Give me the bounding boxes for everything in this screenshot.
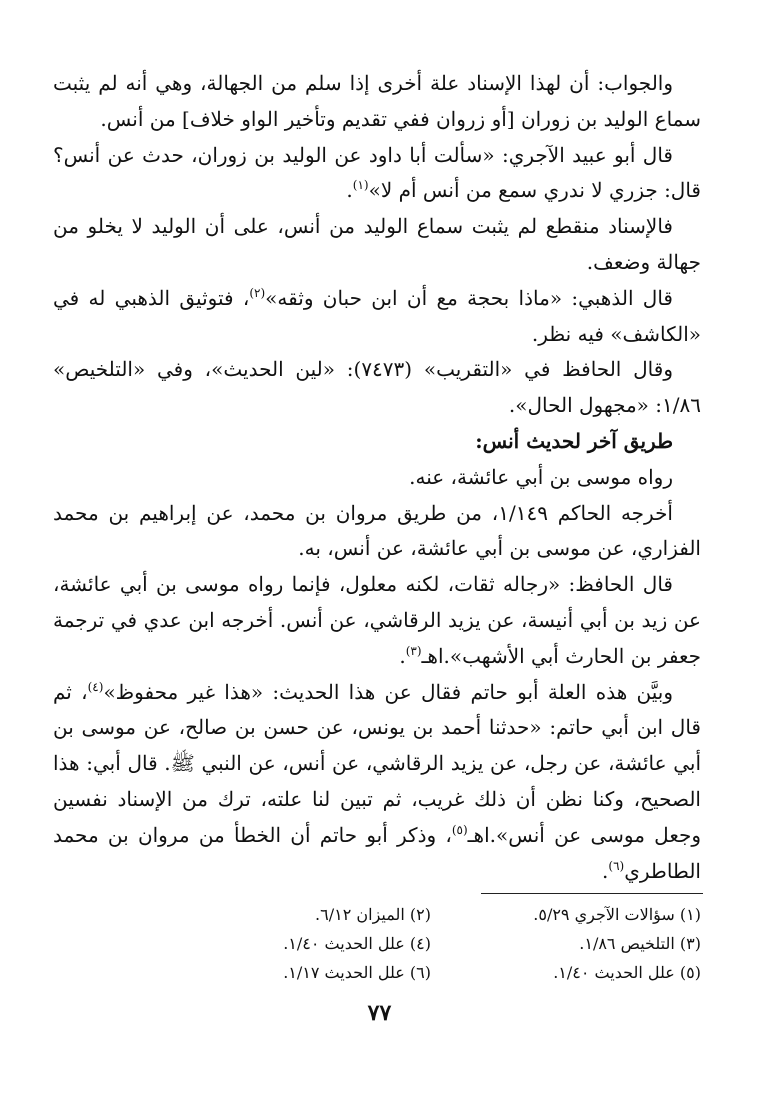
paragraph [53, 567, 701, 674]
paragraph-text: قال أبو عبيد الآجري: «سألت أبا داود عن الوليد بن زوران، حدث عن أنس؟ قال: جزري لا ندري سمع من أنس أم لا» [53, 142, 701, 203]
paragraph-text: ، وذكر أبو حاتم أن الخطأ من مروان بن محمد الطاطري [53, 822, 701, 883]
footnote-number: (٦) [409, 963, 431, 982]
paragraph-text: . [346, 178, 353, 203]
paragraph-text: وقال الحافظ في «التقريب» (٧٤٧٣): «لين الحديث»، وفي «التلخيص» ١/٨٦: «مجهول الحال». [53, 357, 701, 418]
footnote-text: سؤالات الآجري ٥/٢٩. [533, 905, 675, 924]
footnote-ref: (٤) [87, 679, 104, 694]
paragraph-text: والجواب: أن لهذا الإسناد علة أخرى إذا سلم من الجهالة، وهي أنه لم يثبت سماع الوليد بن زوران [أو زروان ففي تقديم وتأخير الواو خلاف] من أنس. [53, 71, 701, 131]
paragraph-text: قال الذهبي: «ماذا بحجة مع أن ابن حبان وثقه» [265, 285, 673, 310]
paragraph-text: رواه موسى بن أبي عائشة، عنه. [409, 464, 673, 489]
paragraph-text: طريق آخر لحديث أنس: [475, 428, 673, 453]
paragraph-text: . [602, 858, 609, 883]
paragraph-text: . [399, 643, 406, 668]
paragraph-text: قال الحافظ: «رجاله ثقات، لكنه معلول، فإنما رواه موسى بن أبي عائشة، عن زيد بن أبي أنيسة، عن يزيد الرقاشي، عن أنس. أخرجه ابن عدي في ترجمة جعفر بن الحارث أبي الأشهب».اهـ [53, 572, 701, 668]
footnotes [161, 900, 701, 987]
footnote-ref: (٦) [608, 858, 625, 873]
footnote-text: علل الحديث ١/٤٠. [283, 934, 405, 953]
footnote-ref: (٢) [249, 285, 266, 300]
footnote-text: التلخيص ١/٨٦. [579, 934, 675, 953]
paragraph-text: فالإسناد منقطع لم يثبت سماع الوليد من أنس، على أن الوليد لا يخلو من جهالة وضعف. [53, 214, 701, 274]
footnote-separator [481, 893, 703, 894]
footnote [431, 900, 701, 929]
footnote [431, 929, 701, 958]
main-text [53, 66, 701, 889]
paragraph-text: ، فتوثيق الذهبي له في «الكاشف» فيه نظر. [53, 285, 701, 346]
footnote-text: علل الحديث ١/١٧. [283, 963, 405, 982]
footnote [161, 929, 431, 958]
section-heading [53, 424, 701, 460]
footnote [431, 958, 701, 987]
paragraph [53, 496, 701, 568]
paragraph-text: وبيَّن هذه العلة أبو حاتم فقال عن هذا الحديث: «هذا غير محفوظ» [103, 679, 673, 704]
footnote-number: (٤) [409, 934, 431, 953]
paragraph [53, 66, 701, 138]
footnote-text: علل الحديث ١/٤٠. [553, 963, 675, 982]
footnote [161, 958, 431, 987]
footnote [161, 900, 431, 929]
footnote-ref: (٣) [405, 643, 422, 658]
page-number: ٧٧ [367, 1000, 392, 1026]
paragraph [53, 138, 701, 210]
footnote-text: الميزان ٦/١٢. [315, 905, 405, 924]
paragraph [53, 675, 701, 890]
paragraph-text: أخرجه الحاكم ١/١٤٩، من طريق مروان بن محمد، عن إبراهيم بن محمد الفزاري، عن موسى بن أبي عائشة، عن أنس، به. [53, 500, 701, 561]
footnote-ref: (٥) [451, 822, 468, 837]
paragraph [53, 281, 701, 353]
footnote-number: (٥) [679, 963, 701, 982]
footnote-number: (١) [679, 905, 701, 924]
footnote-ref: (١) [352, 178, 369, 193]
paragraph-text: ، ثم قال ابن أبي حاتم: «حدثنا أحمد بن يونس، عن حسن بن صالح، عن موسى بن أبي عائشة، عن رجل، عن يزيد الرقاشي، عن أنس، عن النبي ﷺ. قال أبي: هذا الصحيح، وكنا نظن أن ذلك غريب، ثم تبين لنا علته، ترك من الإسناد نفسين وجعل موسى عن أنس».اهـ [53, 679, 701, 847]
paragraph [53, 209, 701, 281]
paragraph [53, 352, 701, 424]
paragraph [53, 460, 701, 496]
footnote-number: (٣) [679, 934, 701, 953]
footnote-number: (٢) [409, 905, 431, 924]
